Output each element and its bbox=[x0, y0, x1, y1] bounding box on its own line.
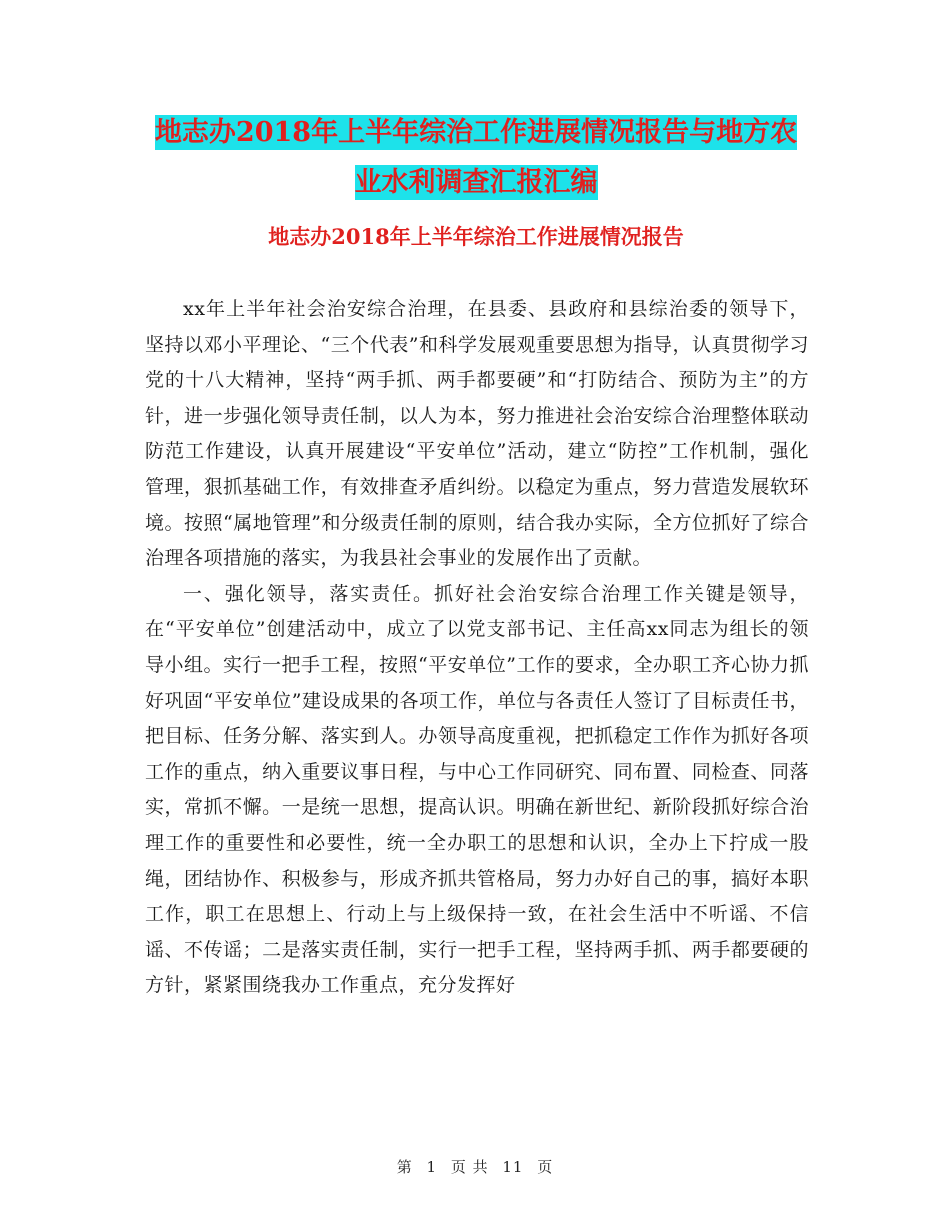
body-text bbox=[145, 292, 809, 1004]
footer-mid: 页 共 bbox=[450, 1158, 489, 1176]
footer-suffix: 页 bbox=[537, 1158, 554, 1176]
footer-page-total: 11 bbox=[502, 1158, 524, 1176]
footer-prefix: 第 bbox=[396, 1158, 413, 1176]
section-title: 地志办2018年上半年综治工作进展情况报告 bbox=[268, 224, 684, 249]
footer-page-current: 1 bbox=[426, 1158, 438, 1176]
paragraph-intro: xx年上半年社会治安综合治理，在县委、县政府和县综治委的领导下，坚持以邓小平理论、“三个代表”和科学发展观重要思想为指导，认真贯彻学习党的十八大精神，坚持“两手抓、两手都要硬”和“打防结合、预防为主”的方针，进一步强化领导责任制，以人为本，努力推进社会治安综合治理整体联动防范工作建设，认真开展建设“平安单位”活动，建立“防控”工作机制，强化管理，狠抓基础工作，有效排查矛盾纠纷。以稳定为重点，努力营造发展软环境。按照“属地管理”和分级责任制的原则，结合我办实际，全方位抓好了综合治理各项措施的落实，为我县社会事业的发展作出了贡献。 bbox=[145, 298, 809, 570]
document-title bbox=[140, 108, 812, 208]
page-footer bbox=[0, 1156, 950, 1177]
title-line-2: 业水利调查汇报汇编 bbox=[354, 167, 598, 198]
paragraph-section-1: 一、强化领导，落实责任。抓好社会治安综合治理工作关键是领导，在“平安单位”创建活动中，成立了以党支部书记、主任高xx同志为组长的领导小组。实行一把手工程，按照“平安单位”工作的要求，全办职工齐心协力抓好巩固“平安单位”建设成果的各项工作，单位与各责任人签订了目标责任书，把目标、任务分解、落实到人。办领导高度重视，把抓稳定工作作为抓好各项工作的重点，纳入重要议事日程，与中心工作同研究、同布置、同检查、同落实，常抓不懈。一是统一思想，提高认识。明确在新世纪、新阶段抓好综合治理工作的重要性和必要性，统一全办职工的思想和认识，全办上下拧成一股绳，团结协作、积极参与，形成齐抓共管格局，努力办好自己的事，搞好本职工作，职工在思想上、行动上与上级保持一致，在社会生活中不听谣、不信谣、不传谣；二是落实责任制，实行一把手工程，坚持两手抓、两手都要硬的方针，紧紧围绕我办工作重点，充分发挥好 bbox=[145, 582, 809, 997]
title-line-1: 地志办2018年上半年综治工作进展情况报告与地方农 bbox=[154, 117, 798, 148]
